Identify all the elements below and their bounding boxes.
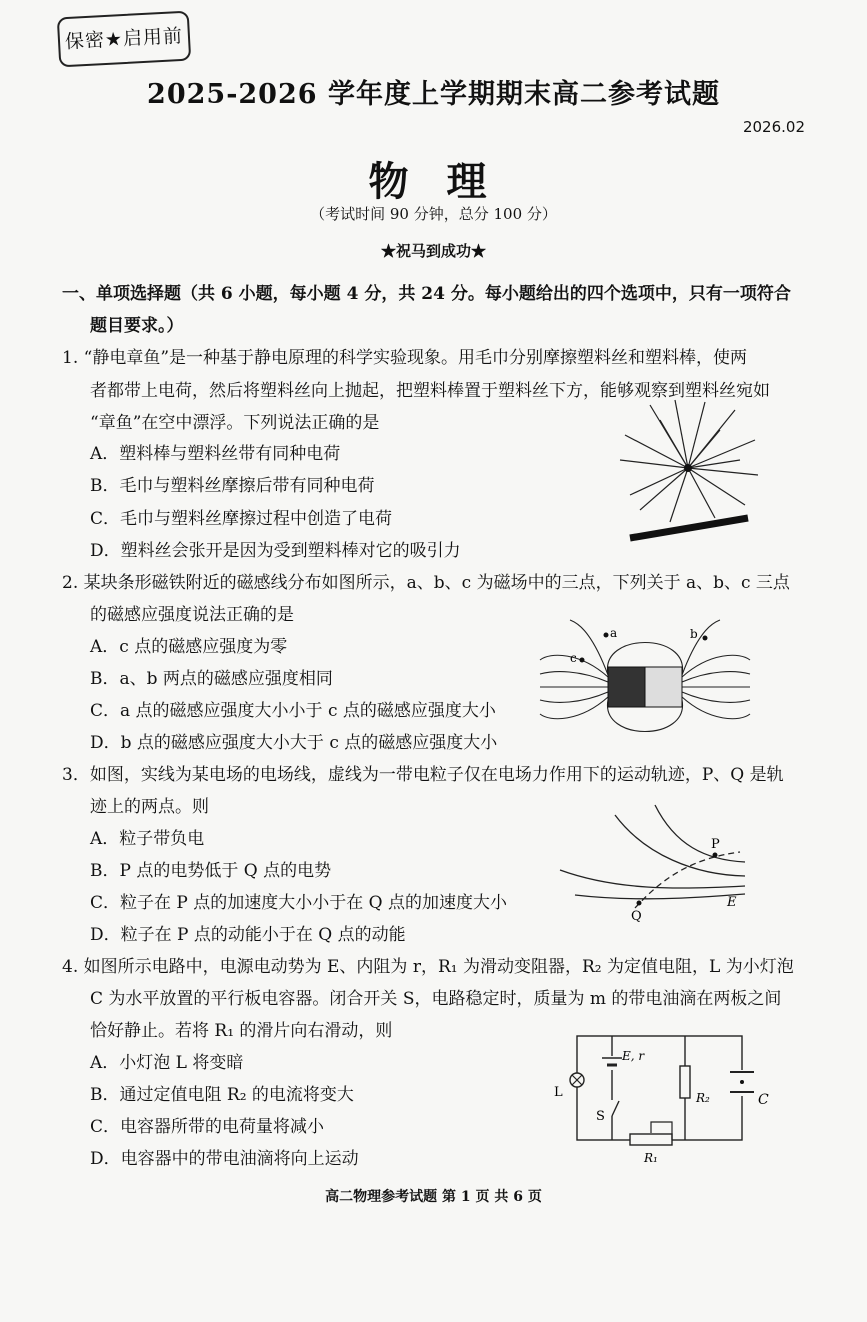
q1-option-c: C．毛巾与塑料丝摩擦过程中创造了电荷 (90, 509, 393, 529)
q3-label-q: Q (631, 909, 642, 924)
q3-label-e: E (727, 895, 737, 910)
q4-option-c: C．电容器所带的电荷量将减小 (90, 1117, 325, 1137)
q3-stem-line1: 3．如图，实线为某电场的电场线，虚线为一带电粒子仅在电场力作用下的运动轨迹，P、Q 是轨 (62, 765, 784, 785)
q1-option-b: B．毛巾与塑料丝摩擦后带有同种电荷 (90, 476, 375, 496)
q1-option-d: D．塑料丝会张开是因为受到塑料棒对它的吸引力 (90, 541, 461, 561)
q4-option-b: B．通过定值电阻 R₂ 的电流将变大 (90, 1085, 354, 1105)
q2-magnet-figure (540, 622, 750, 752)
q4-option-d: D．电容器中的带电油滴将向上运动 (90, 1149, 359, 1169)
exam-date: 2026.02 (742, 118, 805, 136)
q4-label-l: L (554, 1085, 563, 1100)
q4-option-a: A．小灯泡 L 将变暗 (90, 1053, 244, 1073)
confidential-stamp: 保密★启用前 (57, 11, 191, 68)
q1-stem-line1: 1. “静电章鱼”是一种基于静电原理的科学实验现象。用毛巾分别摩擦塑料丝和塑料棒，使两 (62, 348, 748, 368)
section-heading-cont: 题目要求。） (90, 316, 184, 336)
q3-stem-line2: 迹上的两点。则 (90, 797, 209, 817)
blessing-line: ★祝马到成功★ (380, 242, 486, 260)
q2-label-c: c (570, 651, 577, 665)
q4-label-r2: R₂ (696, 1091, 710, 1105)
q1-octopus-figure (620, 400, 760, 550)
q1-stem-line2: 者都带上电荷，然后将塑料丝向上抛起，把塑料棒置于塑料丝下方，能够观察到塑料丝宛如 (90, 381, 770, 401)
q1-option-a: A．塑料棒与塑料丝带有同种电荷 (90, 444, 341, 464)
exam-time-info: （考试时间 90 分钟，总分 100 分） (310, 205, 557, 223)
q4-label-r1: R₁ (644, 1151, 658, 1165)
q2-option-d: D．b 点的磁感应强度大小大于 c 点的磁感应强度大小 (90, 733, 498, 753)
q2-option-a: A．c 点的磁感应强度为零 (90, 637, 288, 657)
subject-title: 物 理 (368, 158, 499, 205)
q2-label-b: b (690, 627, 698, 641)
q2-label-a: a (610, 626, 618, 640)
q3-option-c: C．粒子在 P 点的加速度大小小于在 Q 点的加速度大小 (90, 893, 507, 913)
q4-stem-line1: 4. 如图所示电路中，电源电动势为 E、内阻为 r，R₁ 为滑动变阻器，R₂ 为定值电阻，L 为小灯泡 (62, 957, 794, 977)
q3-label-p: P (711, 837, 720, 852)
q4-label-er: E, r (622, 1049, 645, 1063)
q1-stem-line3: “章鱼”在空中漂浮。下列说法正确的是 (90, 413, 380, 433)
exam-title: 2025-2026 学年度上学期期末高二参考试题 (147, 79, 720, 110)
q4-label-s: S (596, 1109, 605, 1124)
q3-option-a: A．粒子带负电 (90, 829, 205, 849)
page-footer: 高二物理参考试题 第 1 页 共 6 页 (325, 1189, 542, 1205)
q4-circuit-figure (552, 1030, 772, 1165)
q4-label-c: C (758, 1092, 769, 1108)
q3-option-d: D．粒子在 P 点的动能小于在 Q 点的动能 (90, 925, 406, 945)
q4-stem-line3: 恰好静止。若将 R₁ 的滑片向右滑动，则 (90, 1021, 393, 1041)
q2-option-b: B．a、b 两点的磁感应强度相同 (90, 669, 333, 689)
q3-option-b: B．P 点的电势低于 Q 点的电势 (90, 861, 332, 881)
q2-stem-line2: 的磁感应强度说法正确的是 (90, 605, 294, 625)
q3-field-figure (555, 800, 755, 924)
q2-stem-line1: 2. 某块条形磁铁附近的磁感线分布如图所示，a、b、c 为磁场中的三点，下列关于 a、b、c 三点 (62, 573, 790, 593)
section-heading: 一、单项选择题（共 6 小题，每小题 4 分，共 24 分。每小题给出的四个选项中，只有一项符合 (62, 284, 791, 304)
q4-stem-line2: C 为水平放置的平行板电容器。闭合开关 S，电路稳定时，质量为 m 的带电油滴在两板之间 (90, 989, 782, 1009)
q2-option-c: C．a 点的磁感应强度大小小于 c 点的磁感应强度大小 (90, 701, 496, 721)
